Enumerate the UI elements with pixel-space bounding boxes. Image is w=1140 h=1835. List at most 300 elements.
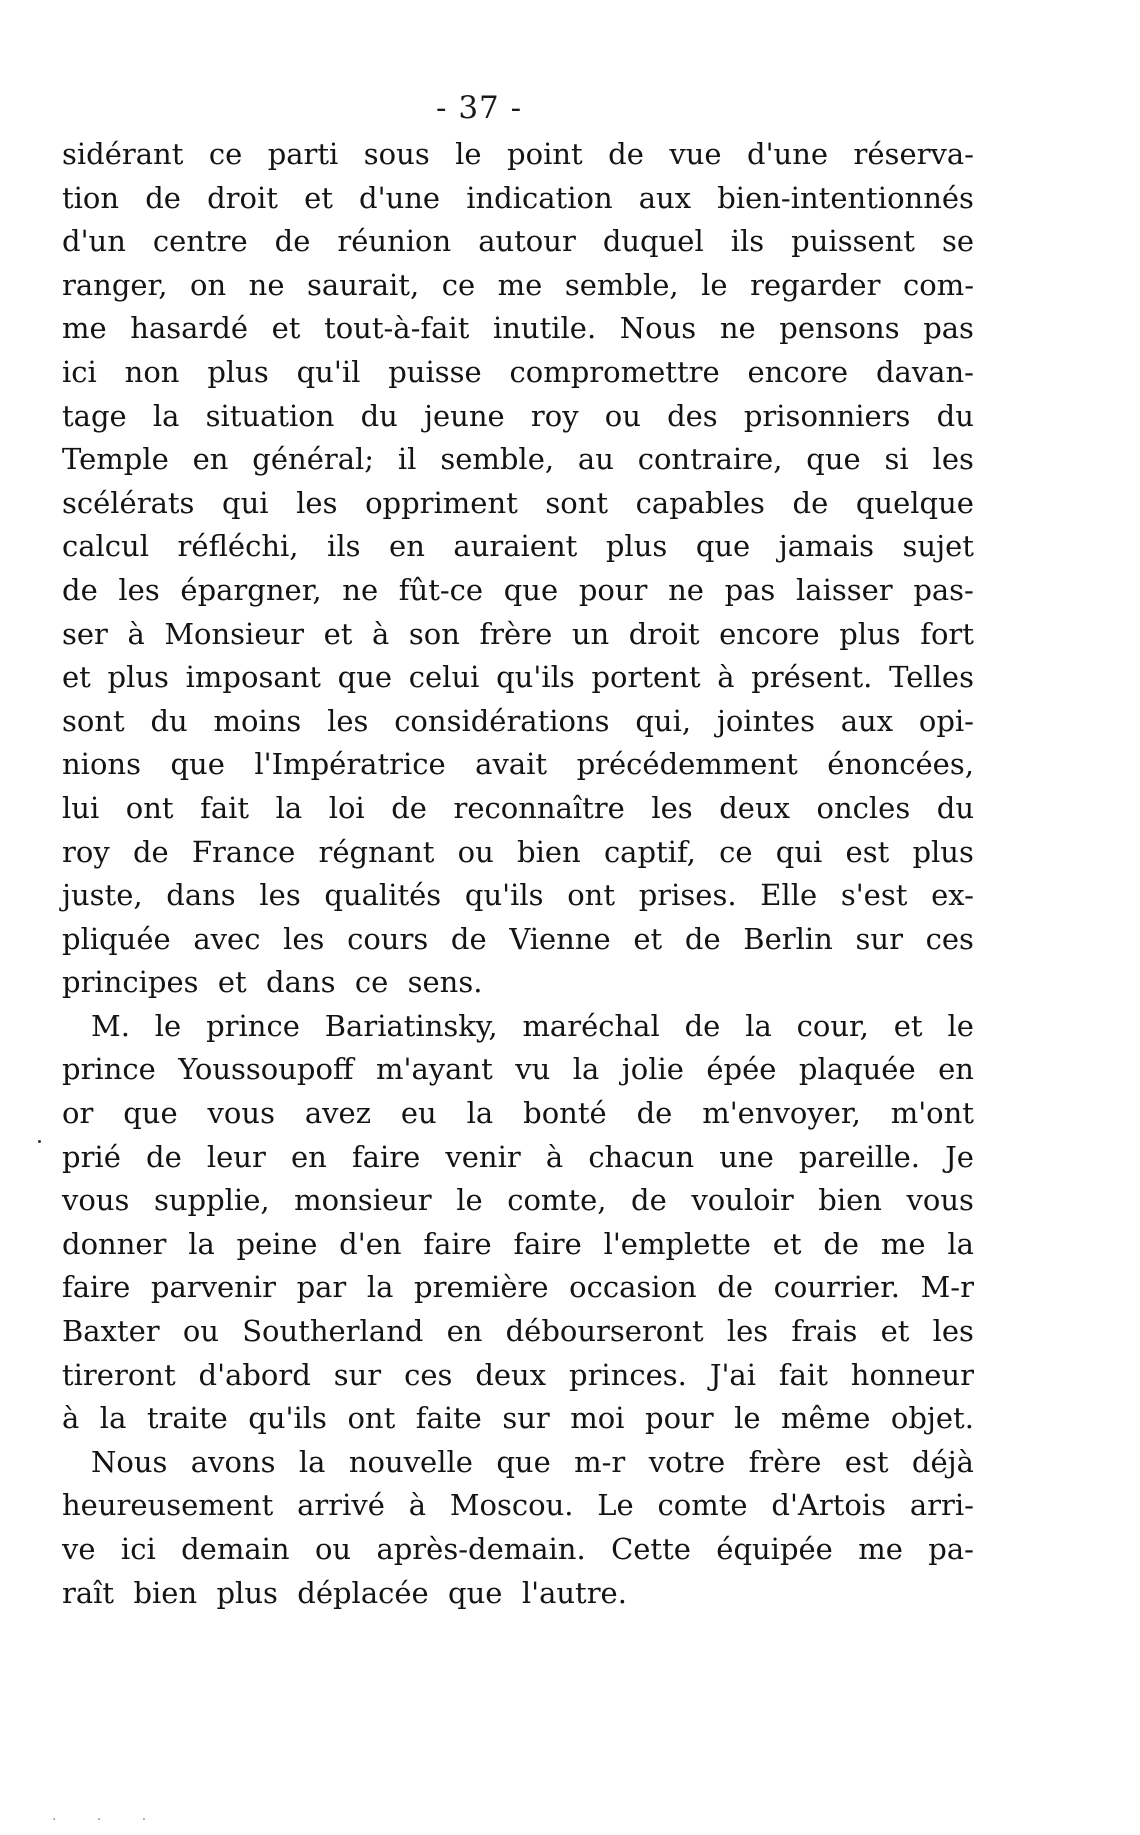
text-line <box>62 438 974 482</box>
word: comte, <box>507 1183 607 1218</box>
word: arrivé <box>297 1488 385 1523</box>
word: portent <box>591 660 701 695</box>
word: de <box>717 1270 753 1305</box>
word: bien-intentionnés <box>717 180 974 215</box>
word: monsieur <box>294 1183 432 1218</box>
word: et <box>772 1226 802 1261</box>
text-line-paragraph-start <box>62 1005 974 1049</box>
word: la <box>745 1008 772 1043</box>
word: de <box>62 572 98 607</box>
word: considérations <box>394 703 610 738</box>
word: sur <box>855 921 903 956</box>
word: sujet <box>902 529 974 564</box>
word: de <box>823 1226 860 1261</box>
word: plus <box>207 354 269 389</box>
word: présent. <box>751 660 873 695</box>
word: que <box>123 1096 178 1131</box>
word: pas- <box>913 572 974 607</box>
word: faire <box>423 1226 492 1261</box>
text-line-paragraph-end: principes et dans ce sens. <box>62 965 483 1000</box>
word: prié <box>62 1139 121 1174</box>
word: est <box>845 834 890 869</box>
word: la <box>366 1270 394 1305</box>
word: pensons <box>779 311 900 346</box>
word: puisse <box>388 354 482 389</box>
word: Baxter <box>62 1314 160 1349</box>
word: et <box>304 180 333 215</box>
word: maréchal <box>522 1008 660 1043</box>
word: de <box>792 485 829 520</box>
text-line <box>62 787 974 831</box>
word: plus <box>839 616 901 651</box>
word: heureusement <box>62 1488 274 1523</box>
word: ou <box>182 1314 219 1349</box>
word: semble, <box>564 267 679 302</box>
word: du <box>936 790 974 825</box>
word: pliquée <box>62 921 171 956</box>
word: prince <box>62 1052 156 1087</box>
word: cour, <box>796 1008 869 1043</box>
word: fait <box>778 1357 828 1392</box>
word: occasion <box>569 1270 697 1305</box>
word: M. <box>91 1008 130 1043</box>
word: tout-à-fait <box>324 311 470 346</box>
word: de <box>450 921 487 956</box>
word: eu <box>400 1096 437 1131</box>
word: aux <box>638 180 692 215</box>
word: compromettre <box>509 354 720 389</box>
text-line <box>62 351 974 395</box>
word: épargner, <box>180 572 322 607</box>
word: tion <box>62 180 120 215</box>
word: de <box>132 834 169 869</box>
word: ne <box>668 572 704 607</box>
text-line <box>62 656 974 700</box>
word: me <box>497 267 543 302</box>
text-line <box>62 569 974 613</box>
word: vue <box>669 137 722 171</box>
word: m'ont <box>890 1096 974 1131</box>
word: équipée <box>716 1532 833 1566</box>
word: fait <box>200 790 250 825</box>
word: courrier. <box>773 1270 901 1305</box>
word: indication <box>466 180 613 215</box>
word: faire <box>513 1226 582 1261</box>
word: en <box>192 442 229 477</box>
word: au <box>577 442 614 477</box>
word: qui, <box>635 703 692 738</box>
word: traite <box>146 1401 228 1436</box>
word: ces <box>404 1357 453 1392</box>
word: avons <box>190 1444 276 1479</box>
text-line <box>62 133 974 177</box>
word: or <box>62 1096 94 1131</box>
word: se <box>941 224 974 259</box>
text-line <box>62 700 974 744</box>
word: jointes <box>716 703 815 738</box>
word: ici <box>120 1532 156 1566</box>
word: scélérats <box>62 485 195 520</box>
word: ce <box>441 267 476 302</box>
word: s'est <box>840 878 908 913</box>
word: ranger, <box>62 267 168 302</box>
word: venir <box>445 1139 521 1174</box>
word: que <box>806 442 861 477</box>
word: plaquée <box>798 1052 916 1087</box>
word: donner <box>62 1226 167 1261</box>
word: demain <box>181 1532 290 1566</box>
word: de <box>684 921 721 956</box>
word: Monsieur <box>164 616 305 651</box>
word: honneur <box>850 1357 974 1392</box>
word: nions <box>62 747 141 782</box>
word: frère <box>748 1444 822 1479</box>
word: arri- <box>909 1488 974 1523</box>
word: la <box>466 1096 494 1131</box>
word: les <box>327 703 369 738</box>
word: jamais <box>778 529 874 564</box>
word: que <box>695 529 751 564</box>
word: faire <box>351 1139 421 1174</box>
word: en <box>389 529 425 564</box>
word: si <box>884 442 909 477</box>
word: ont <box>125 790 174 825</box>
word: la <box>188 1226 215 1261</box>
page-number: - 37 - <box>436 90 523 126</box>
word: réserva- <box>853 137 974 171</box>
word: qu'il <box>296 354 361 389</box>
word: avait <box>475 747 548 782</box>
text-line <box>62 395 974 439</box>
word: de <box>145 180 181 215</box>
word: les <box>259 878 301 913</box>
text-line <box>62 525 974 569</box>
word: autour <box>478 224 576 259</box>
word: à <box>408 1488 427 1523</box>
margin-speck <box>38 1140 41 1143</box>
word: pa- <box>928 1532 974 1566</box>
word: bonté <box>523 1096 607 1131</box>
word: roy <box>530 398 579 433</box>
word: le <box>456 1183 483 1218</box>
word: qui <box>222 485 269 520</box>
word: ve <box>62 1532 96 1566</box>
word: la <box>152 398 180 433</box>
word: Moscou. <box>449 1488 574 1523</box>
word: deux <box>475 1357 547 1392</box>
word: énoncées, <box>827 747 974 782</box>
word: nouvelle <box>348 1444 473 1479</box>
word: des <box>667 398 718 433</box>
word: le <box>154 1008 182 1043</box>
text-line <box>62 1484 974 1528</box>
word: ont <box>347 1401 396 1436</box>
word: la <box>572 1052 600 1087</box>
word: déjà <box>911 1444 974 1479</box>
word: à <box>372 616 390 651</box>
word: vous <box>62 1183 130 1218</box>
word: m'envoyer, <box>702 1096 861 1131</box>
word: l'emplette <box>603 1226 751 1261</box>
word: l'Impératrice <box>254 747 446 782</box>
scan-edge-marks: · · · <box>52 1812 165 1828</box>
word: objet. <box>890 1401 974 1436</box>
word: aux <box>840 703 894 738</box>
word: il <box>397 442 417 477</box>
word: semble, <box>440 442 555 477</box>
word: ne <box>342 572 379 607</box>
word: bien <box>517 834 581 869</box>
word: loi <box>328 790 365 825</box>
word: en <box>938 1052 974 1087</box>
word: puissent <box>791 224 915 259</box>
word: les <box>283 921 325 956</box>
word: prince <box>206 1008 300 1043</box>
word: pour <box>645 1401 714 1436</box>
text-line <box>62 1092 974 1136</box>
word: Le <box>597 1488 634 1523</box>
word: me <box>880 1226 926 1261</box>
text-line <box>62 1528 974 1572</box>
word: m-r <box>574 1444 626 1479</box>
word: sont <box>62 703 125 738</box>
word: le <box>734 1401 761 1436</box>
word: ou <box>604 398 641 433</box>
word: votre <box>648 1444 726 1479</box>
word: le <box>455 137 482 171</box>
word: de <box>274 224 311 259</box>
word: et <box>62 660 91 695</box>
word: sur <box>502 1401 550 1436</box>
word: Vienne <box>509 921 611 956</box>
word: tireront <box>62 1357 176 1392</box>
word: centre <box>152 224 248 259</box>
word: les <box>726 1314 769 1349</box>
word: Youssoupoff <box>178 1052 354 1087</box>
word: de <box>636 1096 673 1131</box>
word: droit <box>628 616 700 651</box>
word: bien <box>818 1183 882 1218</box>
word: laisser <box>796 572 893 607</box>
word: inutile. <box>492 311 597 346</box>
word: comte <box>657 1488 748 1523</box>
word: vous <box>906 1183 974 1218</box>
text-line <box>62 1136 974 1180</box>
word: fort <box>920 616 974 651</box>
word: Nous <box>91 1444 168 1479</box>
word: fût-ce <box>398 572 484 607</box>
word: peine <box>236 1226 318 1261</box>
word: situation <box>205 398 335 433</box>
word: chacun <box>588 1139 695 1174</box>
word: en <box>446 1314 483 1349</box>
text-line <box>62 177 974 221</box>
word: le <box>947 1008 974 1043</box>
word: de <box>684 1008 721 1043</box>
word: Je <box>945 1139 974 1174</box>
word: en <box>290 1139 327 1174</box>
word: m'ayant <box>376 1052 493 1087</box>
word: et <box>880 1314 910 1349</box>
word: France <box>191 834 296 869</box>
word: qu'ils <box>496 660 575 695</box>
word: la <box>298 1444 326 1479</box>
word: ne <box>248 267 285 302</box>
word: ne <box>719 311 756 346</box>
word: jolie <box>621 1052 684 1087</box>
word: roy <box>62 834 110 869</box>
text-line <box>62 1310 974 1354</box>
text-line-paragraph-end: raît bien plus déplacée que l'autre. <box>62 1575 627 1610</box>
word: hasardé <box>130 311 249 346</box>
word: ont <box>567 878 616 913</box>
text-line <box>62 482 974 526</box>
word: Telles <box>889 660 974 695</box>
text-line <box>62 220 974 264</box>
word: d'une <box>359 180 441 215</box>
word: qu'ils <box>248 1401 327 1436</box>
word: d'un <box>62 224 126 259</box>
word: débourseront <box>505 1314 704 1349</box>
word: du <box>150 703 188 738</box>
text-line <box>62 264 974 308</box>
text-line <box>62 307 974 351</box>
word: leur <box>206 1139 266 1174</box>
word: les <box>118 572 160 607</box>
word: à <box>127 616 145 651</box>
word: première <box>414 1270 549 1305</box>
word: par <box>296 1270 347 1305</box>
text-line-paragraph-start <box>62 1441 974 1485</box>
body-text <box>62 133 974 1615</box>
word: cours <box>347 921 429 956</box>
word: captif, <box>603 834 696 869</box>
word: moi <box>570 1401 625 1436</box>
word: plus <box>605 529 668 564</box>
word: que <box>496 1444 551 1479</box>
word: lui <box>62 790 100 825</box>
word: princes. <box>569 1357 687 1392</box>
word: avec <box>193 921 261 956</box>
word: un <box>571 616 610 651</box>
word: point <box>507 137 583 171</box>
text-line <box>62 1266 974 1310</box>
word: du <box>936 398 974 433</box>
word: une <box>719 1139 774 1174</box>
word: plus <box>912 834 974 869</box>
word: sidérant <box>62 137 184 171</box>
word: encore <box>747 354 849 389</box>
word: Elle <box>760 878 818 913</box>
word: juste, <box>62 878 143 913</box>
text-line <box>62 1354 974 1398</box>
word: faire <box>62 1270 131 1305</box>
word: sont <box>545 485 609 520</box>
word: vu <box>515 1052 551 1087</box>
word: est <box>844 1444 889 1479</box>
word: ex- <box>931 878 974 913</box>
word: deux <box>719 790 790 825</box>
word: tage <box>62 398 127 433</box>
word: parvenir <box>150 1270 276 1305</box>
word: plus <box>107 660 169 695</box>
word: pas <box>923 311 974 346</box>
word: jeune <box>424 398 505 433</box>
word: me <box>858 1532 903 1566</box>
word: de <box>146 1139 182 1174</box>
word: précédemment <box>576 747 798 782</box>
word: prises. <box>638 878 737 913</box>
word: les <box>932 442 974 477</box>
word: dans <box>166 878 236 913</box>
word: d'une <box>747 137 829 171</box>
word: d'abord <box>198 1357 311 1392</box>
word: après-demain. <box>376 1532 586 1566</box>
word: et <box>271 311 301 346</box>
word: ce <box>719 834 753 869</box>
word: Bariatinsky, <box>324 1008 498 1043</box>
text-line <box>62 918 974 962</box>
word: duquel <box>602 224 704 259</box>
word: son <box>408 616 460 651</box>
word: supplie, <box>153 1183 270 1218</box>
word: oppriment <box>365 485 518 520</box>
word: ici <box>62 354 97 389</box>
word: opi- <box>918 703 974 738</box>
word: réunion <box>337 224 452 259</box>
word: à <box>62 1401 80 1436</box>
word: pour <box>578 572 648 607</box>
word: le <box>701 267 728 302</box>
word: J'ai <box>709 1357 756 1392</box>
word: ou <box>457 834 494 869</box>
text-line <box>62 613 974 657</box>
word: régnant <box>318 834 435 869</box>
word: qu'ils <box>464 878 544 913</box>
word: regarder <box>750 267 881 302</box>
word: droit <box>207 180 278 215</box>
word: vous <box>207 1096 275 1131</box>
word: contraire, <box>637 442 783 477</box>
word: oncles <box>816 790 911 825</box>
word: ils <box>730 224 765 259</box>
word: me <box>62 311 107 346</box>
word: Southerland <box>242 1314 424 1349</box>
word: celui <box>408 660 480 695</box>
word: reconnaître <box>453 790 625 825</box>
word: la <box>947 1226 974 1261</box>
word: com- <box>903 267 974 302</box>
word: quelque <box>855 485 974 520</box>
word: même <box>781 1401 871 1436</box>
word: faite <box>415 1401 482 1436</box>
word: encore <box>719 616 820 651</box>
word: que <box>503 572 559 607</box>
word: frère <box>479 616 553 651</box>
word: que <box>337 660 393 695</box>
word: réfléchi, <box>177 529 299 564</box>
word: parti <box>267 137 339 171</box>
word: vouloir <box>691 1183 794 1218</box>
word: de <box>608 137 644 171</box>
word: pas <box>724 572 776 607</box>
word: qui <box>775 834 823 869</box>
word: saurait, <box>307 267 420 302</box>
word: frais <box>791 1314 858 1349</box>
word: ce <box>208 137 243 171</box>
word: sur <box>333 1357 382 1392</box>
word: et <box>633 921 663 956</box>
